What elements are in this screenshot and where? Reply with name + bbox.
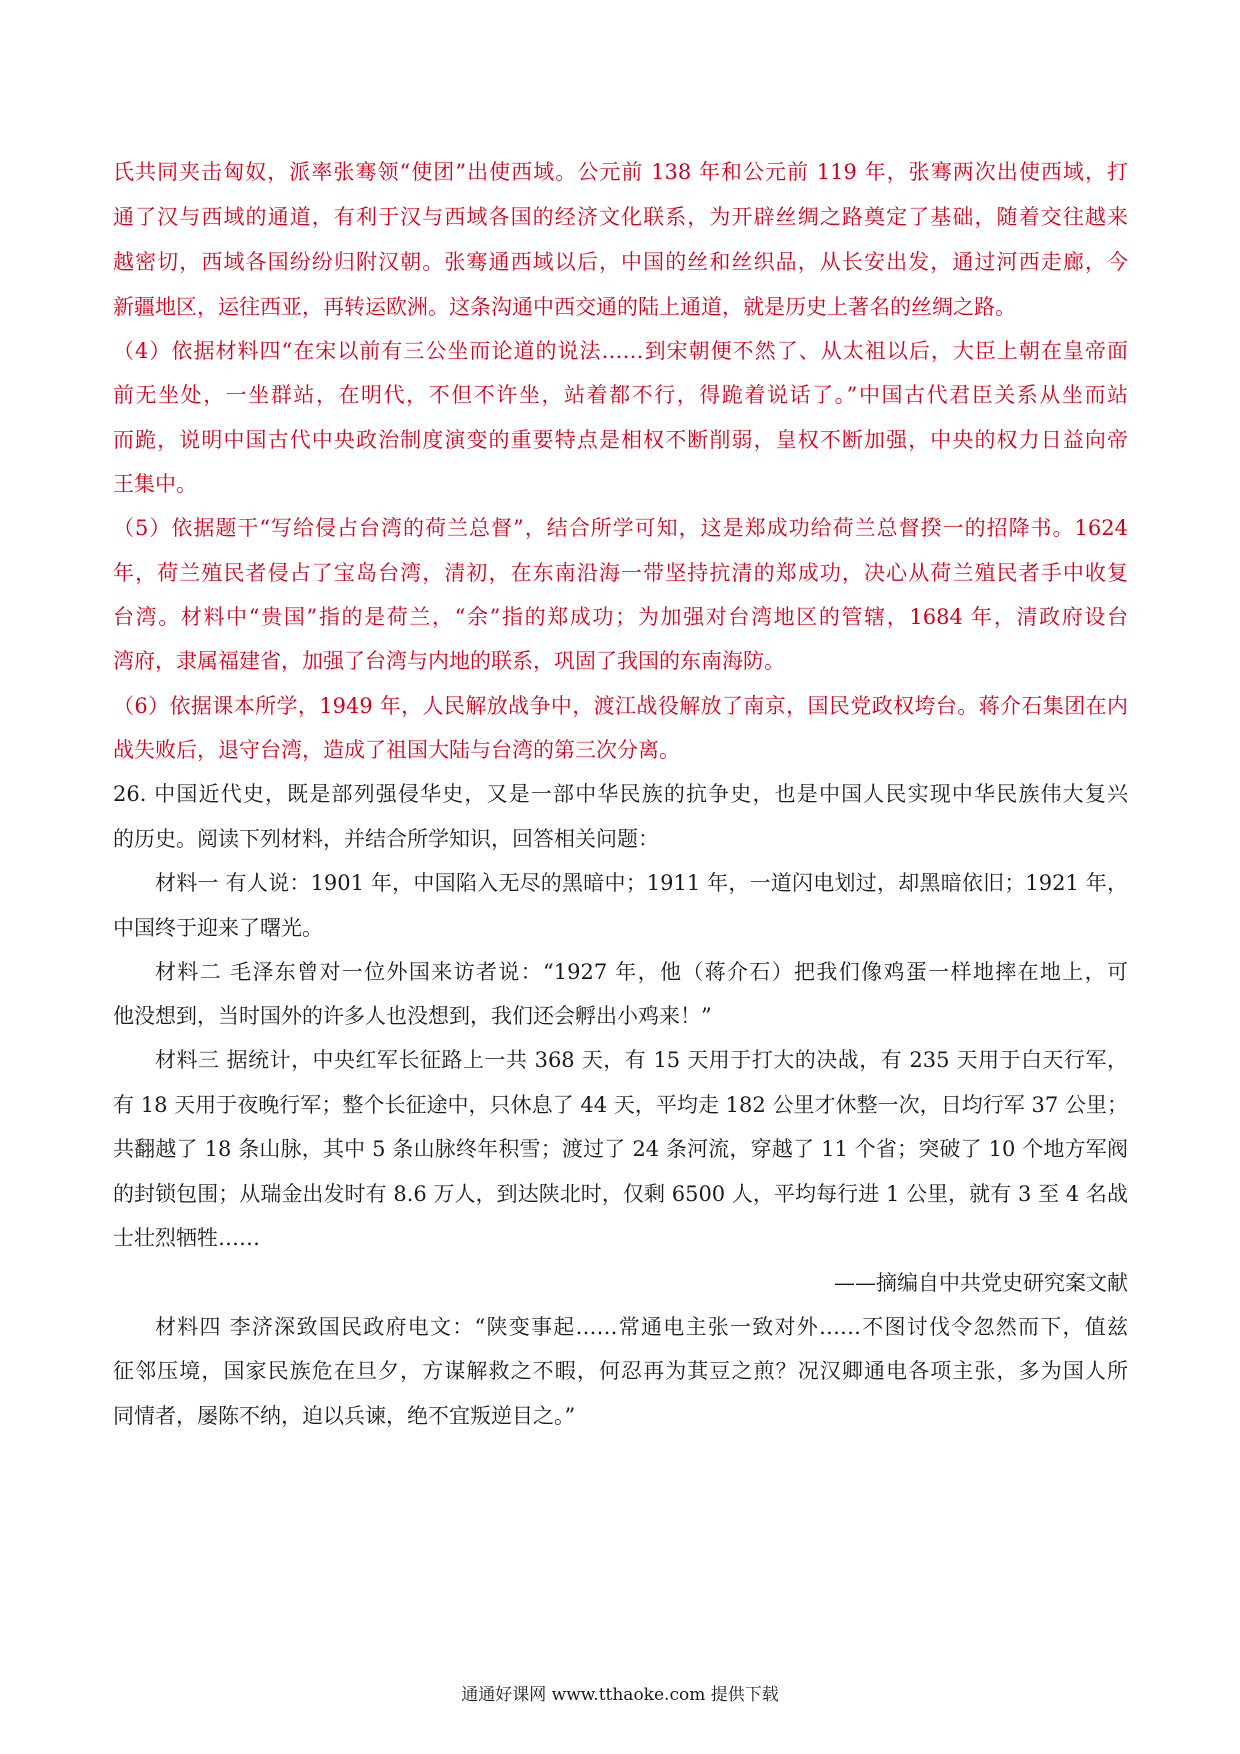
answer-line: 而跪，说明中国古代中央政治制度演变的重要特点是相权不断削弱，皇权不断加强，中央的权力日益向帝 bbox=[113, 428, 1128, 452]
question-line: 的历史。阅读下列材料，并结合所学知识，回答相关问题： bbox=[113, 827, 659, 851]
material-line: 有 18 天用于夜晚行军；整个长征途中，只休息了 44 天，平均走 182 公里才休整一次，日均行军 37 公里； bbox=[113, 1093, 1128, 1117]
material-line: 同情者，屡陈不纳，迫以兵谏，绝不宜叛逆目之。” bbox=[113, 1404, 576, 1428]
material-line: 士壮烈牺牲…… bbox=[113, 1226, 260, 1250]
answer-line: 越密切，西域各国纷纷归附汉朝。张骞通西域以后，中国的丝和丝织品，从长安出发，通过河西走廊，今 bbox=[113, 250, 1128, 274]
answer-line: 年，荷兰殖民者侵占了宝岛台湾，清初，在东南沿海一带坚持抗清的郑成功，决心从荷兰殖民者手中收复 bbox=[113, 561, 1128, 585]
answer-line: （4）依据材料四“在宋以前有三公坐而论道的说法……到宋朝便不然了、从太祖以后，大臣上朝在皇帝面 bbox=[113, 339, 1128, 363]
material-line: 材料二 毛泽东曾对一位外国来访者说：“1927 年，他（蒋介石）把我们像鸡蛋一样地摔在地上，可 bbox=[155, 960, 1128, 984]
answer-line: 前无坐处，一坐群站，在明代，不但不许坐，站着都不行，得跪着说话了。”中国古代君臣关系从坐而站 bbox=[113, 383, 1128, 407]
answer-line: （6）依据课本所学，1949 年，人民解放战争中，渡江战役解放了南京，国民党政权垮台。蒋介石集团在内 bbox=[113, 694, 1128, 718]
answer-line: 氏共同夹击匈奴，派率张骞领“使团”出使西域。公元前 138 年和公元前 119 年，张骞两次出使西域，打 bbox=[113, 160, 1128, 184]
material-line: 材料四 李济深致国民政府电文：“陕变事起……常通电主张一致对外……不图讨伐令忽然而下，值兹 bbox=[155, 1315, 1128, 1339]
material-line: 的封锁包围；从瑞金出发时有 8.6 万人，到达陕北时，仅剩 6500 人，平均每行进 1 公里，就有 3 至 4 名战 bbox=[113, 1182, 1128, 1206]
answer-line: 战失败后，退守台湾，造成了祖国大陆与台湾的第三次分离。 bbox=[113, 738, 680, 762]
material-line: 他没想到，当时国外的许多人也没想到，我们还会孵出小鸡来！” bbox=[113, 1004, 712, 1028]
answer-line: 通了汉与西域的通道，有利于汉与西域各国的经济文化联系，为开辟丝绸之路奠定了基础，随着交往越来 bbox=[113, 205, 1128, 229]
answer-line: 台湾。材料中“贵国”指的是荷兰，“余”指的郑成功；为加强对台湾地区的管辖，1684 年，清政府设台 bbox=[113, 605, 1128, 629]
material-line: 征邻压境，国家民族危在旦夕，方谋解救之不暇，何忍再为萁豆之煎？况汉卿通电各项主张，多为国人所 bbox=[113, 1359, 1128, 1383]
material-line: 中国终于迎来了曙光。 bbox=[113, 916, 323, 940]
material-line: 材料三 据统计，中央红军长征路上一共 368 天，有 15 天用于打大的决战，有 235 天用于白天行军， bbox=[155, 1048, 1128, 1072]
answer-line: （5）依据题干“写给侵占台湾的荷兰总督”，结合所学可知，这是郑成功给荷兰总督揆一的招降书。1624 bbox=[113, 516, 1128, 540]
question-line: 26. 中国近代史，既是部列强侵华史，又是一部中华民族的抗争史，也是中国人民实现中华民族伟大复兴 bbox=[113, 782, 1128, 806]
material-line: 共翻越了 18 条山脉，其中 5 条山脉终年积雪；渡过了 24 条河流，穿越了 11 个省；突破了 10 个地方军阀 bbox=[113, 1137, 1128, 1161]
source-citation: ——摘编自中共党史研究案文献 bbox=[834, 1271, 1128, 1295]
page-footer: 通通好课网 www.tthaoke.com 提供下载 bbox=[461, 1685, 779, 1705]
answer-line: 湾府，隶属福建省，加强了台湾与内地的联系，巩固了我国的东南海防。 bbox=[113, 649, 785, 673]
answer-line: 王集中。 bbox=[113, 472, 197, 496]
answer-line: 新疆地区，运往西亚，再转运欧洲。这条沟通中西交通的陆上通道，就是历史上著名的丝绸之路。 bbox=[113, 295, 1016, 319]
material-line: 材料一 有人说：1901 年，中国陷入无尽的黑暗中；1911 年，一道闪电划过，却黑暗依旧；1921 年， bbox=[155, 871, 1128, 895]
